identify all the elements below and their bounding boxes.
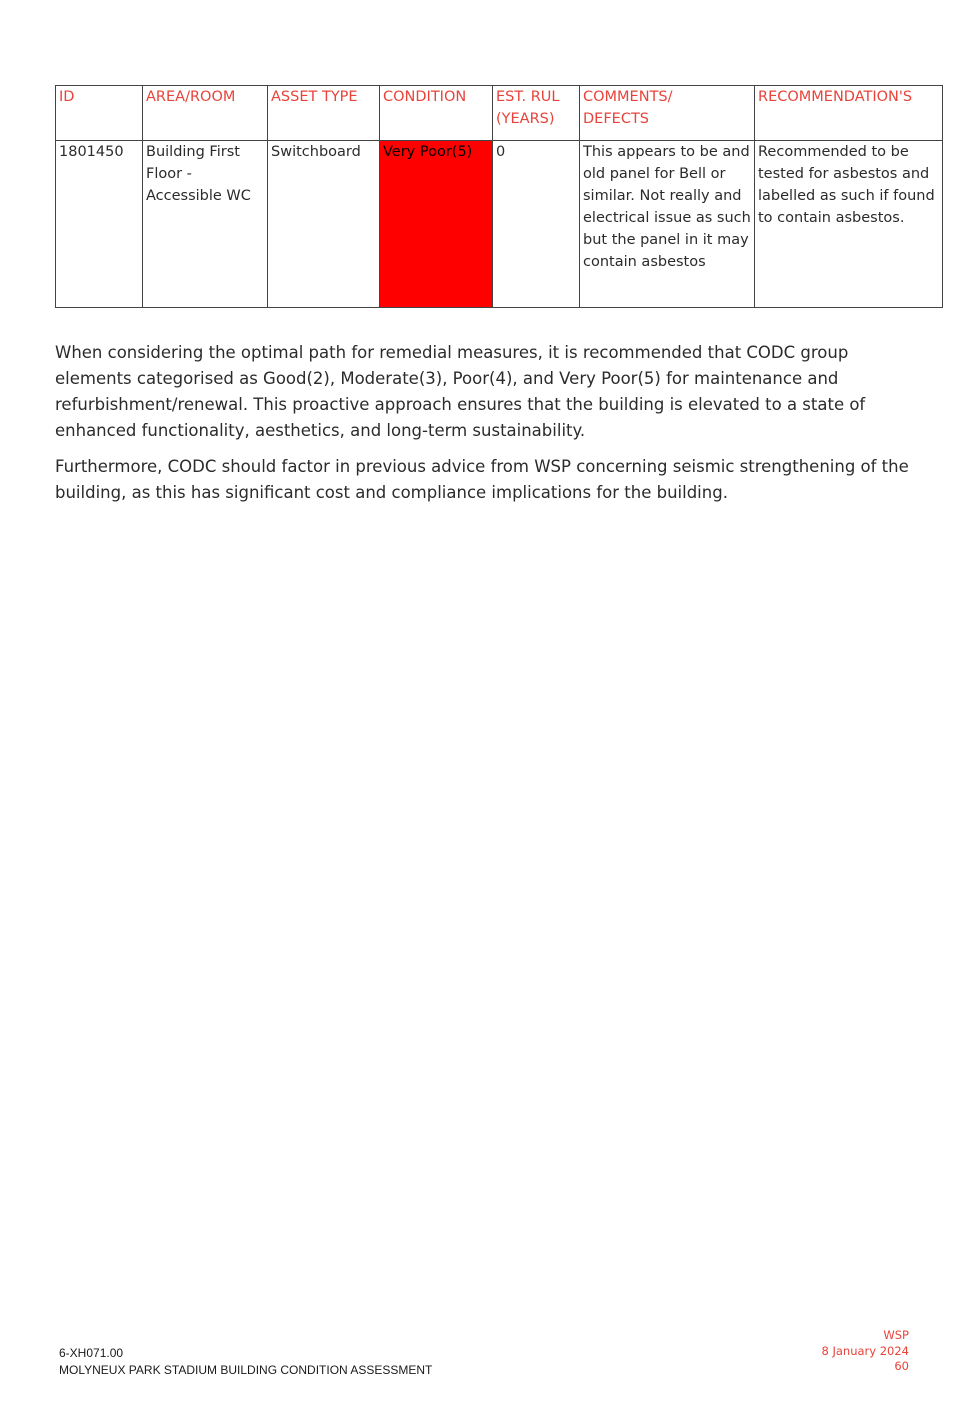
paragraph-seismic: Furthermore, CODC should factor in previous advice from WSP concerning seismic strengthening of the building, as this has significant cost and compliance implications for the building. <box>55 457 909 502</box>
page-number: 60 <box>894 1359 909 1373</box>
cell-recommendation: Recommended to be tested for asbestos and labelled as such if found to contain asbestos. <box>755 141 943 308</box>
cell-comments: This appears to be and old panel for Bell or similar. Not really and electrical issue as such but the panel in it may contain asbestos <box>580 141 755 308</box>
table-header-row <box>56 86 943 141</box>
cell-asset-type: Switchboard <box>268 141 380 308</box>
header-area-room: AREA/ROOM <box>143 86 268 141</box>
footer-left <box>59 1345 432 1379</box>
project-title: MOLYNEUX PARK STADIUM BUILDING CONDITION ASSESSMENT <box>59 1363 433 1377</box>
company-name: WSP <box>883 1328 909 1342</box>
paragraph-remedial: When considering the optimal path for remedial measures, it is recommended that CODC group elements categorised as Good(2), Moderate(3), Poor(4), and Very Poor(5) for maintenance and refurbishment/renewal. This proactive approach ensures that the building is elevated to a state of enhanced functionality, aesthetics, and long-term sustainability. <box>55 343 866 440</box>
table-row <box>56 141 943 308</box>
cell-id: 1801450 <box>56 141 143 308</box>
cell-est-rul: 0 <box>493 141 580 308</box>
header-id: ID <box>56 86 143 141</box>
cell-condition: Very Poor(5) <box>380 141 493 308</box>
header-recommendation: RECOMMENDATION'S <box>755 86 943 141</box>
document-date: 8 January 2024 <box>821 1343 909 1358</box>
header-condition: CONDITION <box>380 86 493 141</box>
project-code: 6-XH071.00 <box>59 1346 124 1360</box>
header-comments: COMMENTS/ DEFECTS <box>580 86 755 141</box>
header-asset-type: ASSET TYPE <box>268 86 380 141</box>
footer-right <box>822 1328 910 1375</box>
condition-table <box>55 85 943 308</box>
cell-area-room: Building First Floor - Accessible WC <box>143 141 268 308</box>
body-text <box>55 340 925 516</box>
header-est-rul: EST. RUL (YEARS) <box>493 86 580 141</box>
